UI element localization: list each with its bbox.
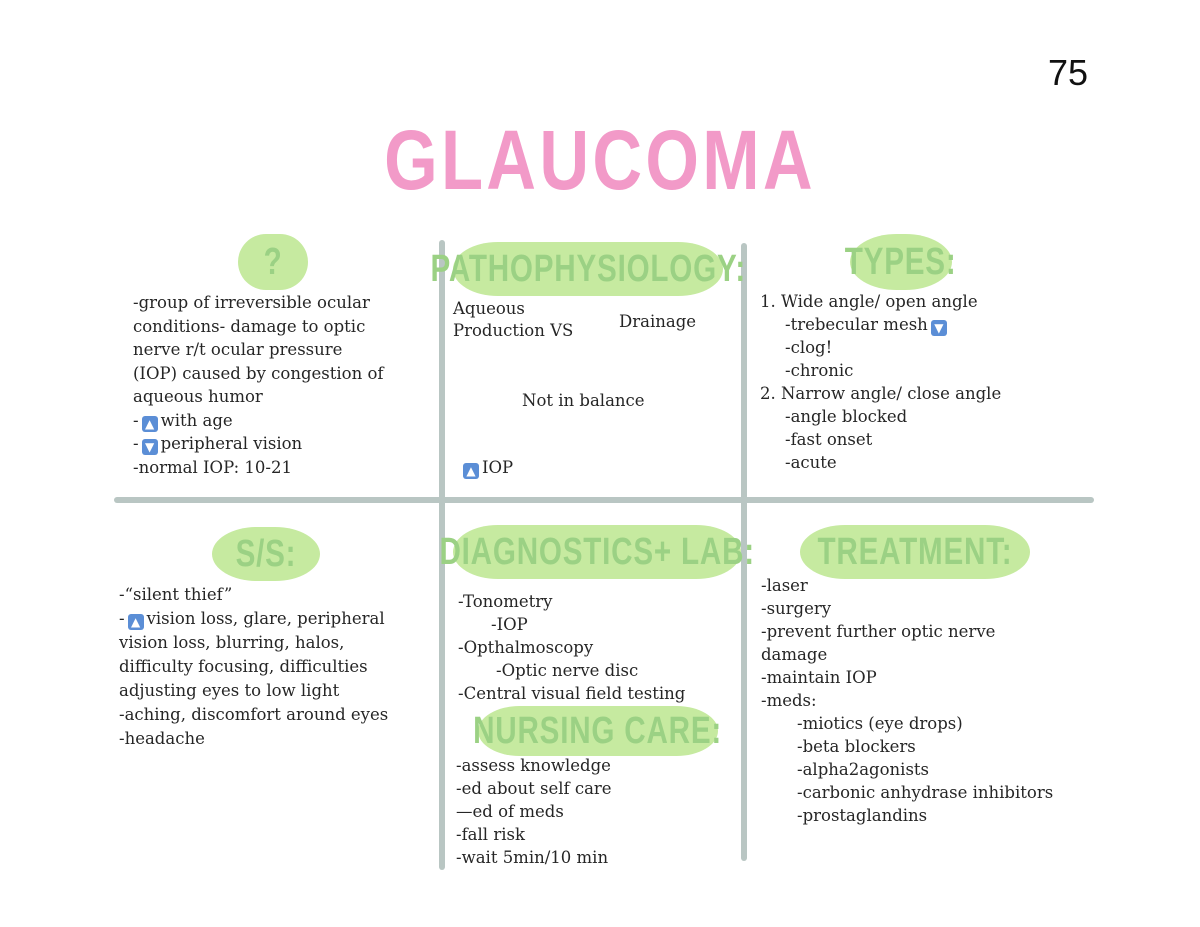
diagnostics-heading: DIAGNOSTICS+ LAB: [453, 525, 741, 579]
ss-line: vision loss, blurring, halos, [119, 633, 345, 652]
treatment-line: -laser [761, 576, 808, 595]
treatment-line: -miotics (eye drops) [797, 714, 963, 733]
signs-symptoms-section [119, 583, 388, 751]
types-line: -fast onset [785, 430, 873, 449]
types-section [760, 291, 1001, 475]
diagnostics-line: -Tonometry [458, 592, 553, 611]
definition-line: -normal IOP: 10-21 [133, 457, 292, 477]
patho-aqueous: Aqueous [453, 299, 525, 318]
types-line: 2. Narrow angle/ close angle [760, 384, 1002, 403]
ss-line: - ▲ vision loss, glare, peripheral [119, 609, 385, 629]
treatment-line: -prevent further optic nerve [761, 622, 996, 641]
arrow-down-icon: ▼ [142, 439, 158, 455]
definition-line: - ▼ peripheral vision [133, 434, 303, 454]
arrow-up-icon: ▲ [128, 614, 144, 630]
definition-line: aqueous humor [133, 387, 263, 406]
arrow-up-icon: ▲ [142, 416, 158, 432]
treatment-line: -carbonic anhydrase inhibitors [797, 783, 1054, 802]
ss-heading: S/S: [212, 527, 320, 581]
definition-line: (IOP) caused by congestion of [133, 363, 384, 383]
nursing-care-heading: NURSING CARE: [478, 706, 718, 756]
diagnostics-section [458, 591, 685, 706]
nursing-line: -fall risk [456, 825, 525, 844]
patho-production: Production VS [453, 321, 574, 340]
ss-line: -aching, discomfort around eyes [119, 705, 389, 724]
treatment-line: -meds: [761, 691, 817, 710]
nursing-line: -wait 5min/10 min [456, 848, 609, 867]
types-line: -clog! [785, 338, 833, 357]
diagnostics-line: -IOP [491, 615, 528, 634]
patho-balance: Not in balance [522, 391, 645, 410]
horizontal-divider [114, 497, 1094, 503]
definition-line: -group of irreversible ocular [133, 293, 370, 312]
page-number: 75 [1047, 52, 1088, 93]
nursing-care-section [456, 755, 612, 870]
treatment-line: -alpha2agonists [797, 760, 930, 779]
types-line: -acute [785, 453, 837, 472]
types-line: -chronic [785, 361, 854, 380]
ss-line: -“silent thief” [119, 585, 233, 604]
treatment-section [761, 575, 1053, 828]
definition-section [133, 291, 384, 479]
treatment-line: damage [761, 645, 828, 664]
diagnostics-line: -Central visual field testing [458, 684, 686, 703]
types-line: 1. Wide angle/ open angle [760, 292, 978, 311]
diagnostics-line: -Opthalmoscopy [458, 638, 594, 657]
ss-line: adjusting eyes to low light [119, 681, 340, 700]
what-heading: ? [238, 234, 308, 290]
pathophysiology-heading: PATHOPHYSIOLOGY: [453, 242, 723, 296]
treatment-line: -surgery [761, 599, 832, 618]
nursing-line: -ed about self care [456, 779, 612, 798]
nursing-line: -assess knowledge [456, 756, 611, 775]
definition-line: nerve r/t ocular pressure [133, 340, 343, 359]
definition-line: - ▲ with age [133, 410, 233, 431]
definition-line: conditions- damage to optic [133, 316, 366, 336]
nursing-line: —ed of meds [456, 802, 564, 821]
treatment-heading: TREATMENT: [800, 525, 1030, 579]
treatment-line: -beta blockers [797, 737, 916, 756]
page-title: GLAUCOMA [384, 113, 816, 207]
types-line: -trebecular mesh ▼ [760, 314, 1001, 337]
ss-line: difficulty focusing, difficulties [119, 657, 368, 676]
diagnostics-line: -Optic nerve disc [496, 661, 639, 680]
arrow-up-icon: ▲ [463, 463, 479, 479]
ss-line: -headache [119, 729, 205, 748]
types-heading: TYPES: [850, 234, 952, 290]
arrow-down-icon: ▼ [931, 320, 947, 336]
patho-iop: ▲ IOP [463, 458, 513, 479]
treatment-line: -prostaglandins [797, 806, 928, 825]
types-line: -angle blocked [785, 407, 908, 426]
treatment-line: -maintain IOP [761, 668, 877, 687]
patho-drainage: Drainage [619, 312, 697, 331]
